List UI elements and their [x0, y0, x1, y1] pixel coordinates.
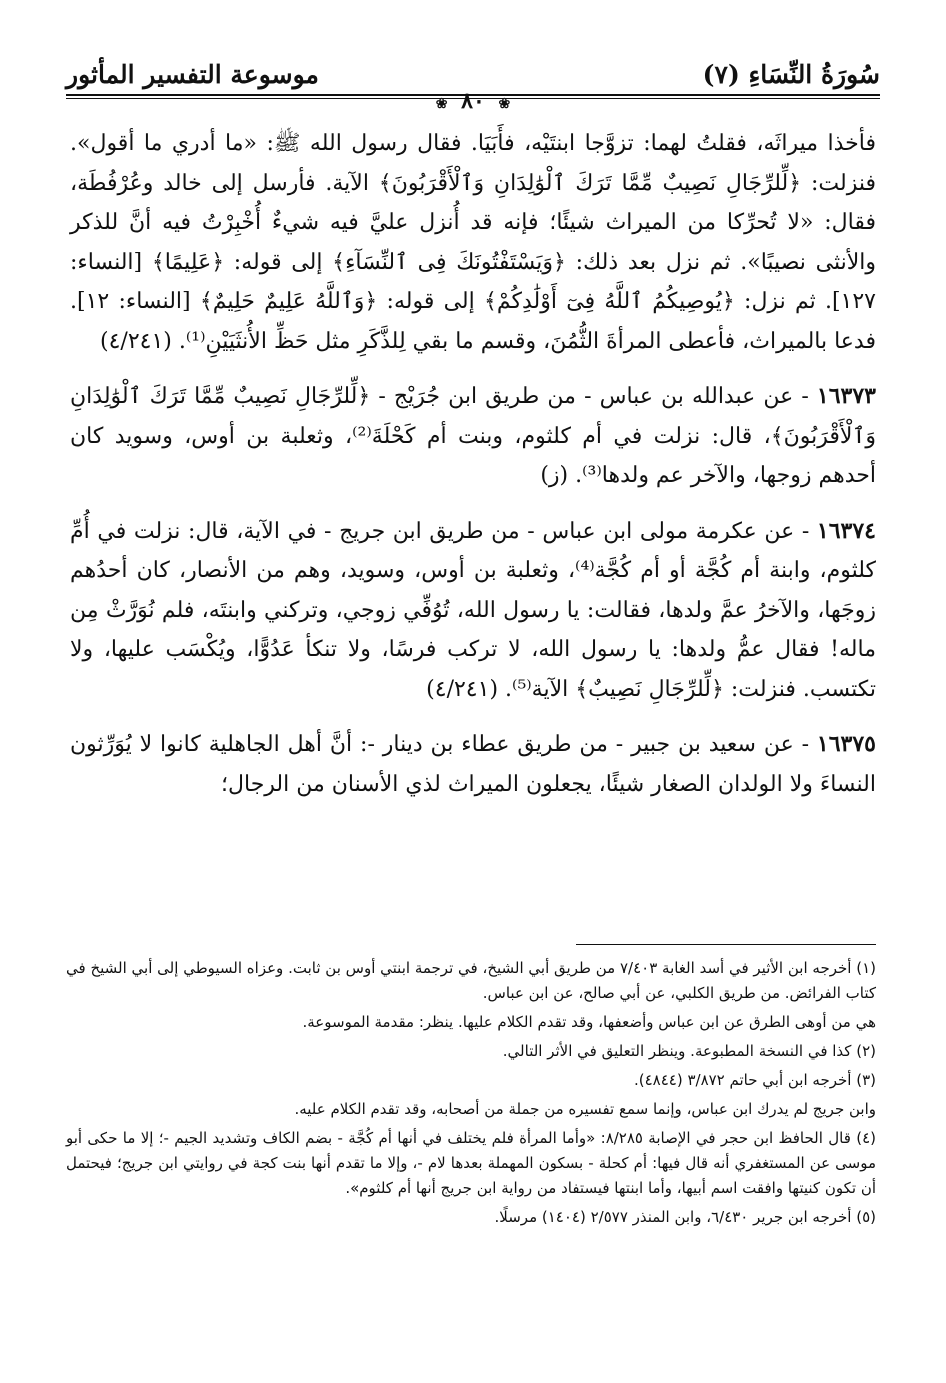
paragraph [70, 377, 876, 496]
book-title: موسوعة التفسير المأثور [66, 60, 319, 89]
paragraph [70, 512, 876, 710]
ornament-icon: ❀ [435, 96, 448, 112]
ornament-icon: ❀ [498, 96, 511, 112]
paragraph-text: - عن سعيد بن جبير - من طريق عطاء بن دينار -: أنَّ أهل الجاهلية كانوا لا يُوَرِّثون النساءَ ولا الولدان الصغار شيئًا، يجعلون الميراث لذي الأسنان من الرجال؛ [70, 732, 876, 797]
footnotes [66, 956, 876, 1234]
footnote: (٤) قال الحافظ ابن حجر في الإصابة ٨/٢٨٥: «وأما المرأة فلم يختلف في أنها أم كُجَّة - بضم الكاف وتشديد الجيم -؛ إلا ما حكى أبو موسى عن المستغفري أنه قال فيها: أم كحلة - بسكون المهملة بعدها لام -، وإلا ما تقدم أنها بنت كجة في روايتي ابن جريج؛ فيحتمل أن تكون كنيتها وافقت اسم أبيها، وأما ابنتها فيستفاد من رواية ابن جريج أنها أم كلثوم». [66, 1129, 876, 1197]
footnote: وابن جريج لم يدرك ابن عباس، وإنما سمع تفسيره من جملة من أصحابه، وقد تقدم الكلام عليه. [294, 1100, 876, 1118]
page-number: ٨٠ [461, 88, 485, 114]
paragraph [70, 725, 876, 804]
footnote: (٥) أخرجه ابن جرير ٦/٤٣٠، وابن المنذر ٢/٥٧٧ (١٤٠٤) مرسلًا. [494, 1208, 876, 1226]
page-number-line [0, 88, 946, 114]
paragraph-text: فأخذا ميراثَه، فقلتُ لهما: تزوَّجا ابنتَيْه، فأَبَيَا. فقال رسول الله ﷺ: «ما أدري ما أقول». فنزلت: ﴿لِّلرِّجَالِ نَصِيبٌ مِّمَّا تَرَكَ ٱلْوَٰلِدَانِ وَٱلْأَقْرَبُونَ﴾ الآية. فأرسل إلى خالد وعُرْفُطَة، فقال: «لا تُحرِّكا من الميراث شيئًا؛ فإنه قد أُنزل عليَّ فيه شيءٌ أُخْبِرْتُ فيه أنَّ للذكر والأنثى نصيبًا». ثم نزل بعد ذلك: ﴿وَيَسْتَفْتُونَكَ فِى ٱلنِّسَآءِ﴾ إلى قوله: ﴿عَلِيمًا﴾ [النساء: ١٢٧]. ثم نزل: ﴿يُوصِيكُمُ ٱللَّهُ فِىٓ أَوْلَٰدِكُمْ﴾ إلى قوله: ﴿وَٱللَّهُ عَلِيمٌ حَلِيمٌ﴾ [النساء: ١٢]. فدعا بالميراث، فأعطى المرأةَ الثُّمُنَ، وقسم ما بقي لِلذَّكَرِ مثل حَظِّ الأُنثَيَيْنِ⁽¹⁾. (٤/٢٤١) [70, 131, 876, 354]
footnote: (٣) أخرجه ابن أبي حاتم ٣/٨٧٢ (٤٨٤٤). [633, 1071, 876, 1089]
footnote: (١) أخرجه ابن الأثير في أسد الغابة ٧/٤٠٣ من طريق أبي الشيخ، في ترجمة ابنتي أوس بن ثابت. وعزاه السيوطي إلى أبي الشيخ في كتاب الفرائض. من طريق الكلبي، عن أبي صالح، عن ابن عباس. [66, 959, 876, 1002]
athar-number: ١٦٣٧٥ [816, 731, 876, 757]
paragraph-text: - عن عكرمة مولى ابن عباس - من طريق ابن جريج - في الآية، قال: نزلت في أُمِّ كلثوم، وابنة أم كُجَّة أو أم كُجَّة⁽⁴⁾، وثعلبة بن أوس، وسويد، وهم من الأنصار، كان أحدُهم زوجَها، والآخرُ عمَّ ولدها، فقالت: يا رسول الله، تُوُفِّي زوجي، وتركني وابنتَه، فلم نُوَرَّثْ مِن ماله! فقال عمُّ ولدها: يا رسول الله، لا تركب فرسًا، ولا تنكأ عَدُوًّا، ويُكْسَب عليها، ولا تكتسب. فنزلت: ﴿لِّلرِّجَالِ نَصِيبٌ﴾ الآية⁽⁵⁾. (٤/٢٤١) [70, 518, 876, 702]
main-text [70, 124, 876, 820]
footnote-divider [576, 944, 876, 945]
footnote: هي من أوهى الطرق عن ابن عباس وأضعفها، وقد تقدم الكلام عليها. ينظر: مقدمة الموسوعة. [302, 1013, 876, 1031]
athar-number: ١٦٣٧٣ [816, 383, 876, 409]
surah-title: سُورَةُ النِّسَاءِ (٧) [702, 60, 880, 89]
footnote: (٢) كذا في النسخة المطبوعة. وينظر التعليق في الأثر التالي. [502, 1042, 876, 1060]
paragraph [70, 124, 876, 361]
paragraph-text: - عن عبدالله بن عباس - من طريق ابن جُرَيْج - ﴿لِّلرِّجَالِ نَصِيبٌ مِّمَّا تَرَكَ ٱلْوَٰلِدَانِ وَٱلْأَقْرَبُونَ﴾، قال: نزلت في أم كلثوم، وبنت أم كَحْلَةَ⁽²⁾، وثعلبة بن أوس، وسويد كان أحدهم زوجها، والآخر عم ولدها⁽³⁾. (ز) [70, 384, 876, 488]
athar-number: ١٦٣٧٤ [816, 517, 876, 544]
